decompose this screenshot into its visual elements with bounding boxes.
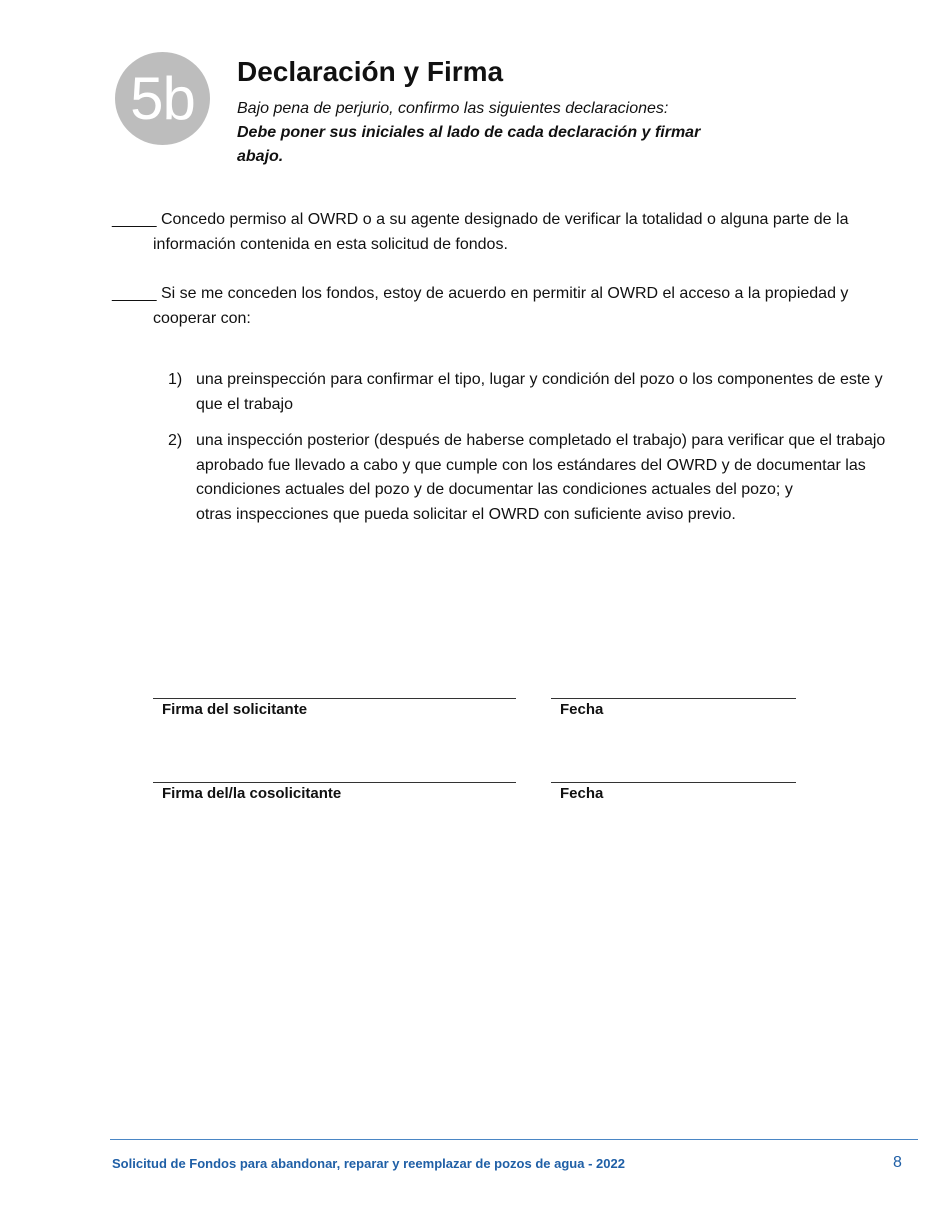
initials-blank[interactable]: _____ (112, 285, 157, 302)
list-item (168, 429, 890, 527)
coapplicant-date-label: Fecha (560, 785, 604, 802)
page-subtitle: Bajo pena de perjurio, confirmo las siguientes declaraciones: (237, 100, 669, 117)
initials-blank[interactable]: _____ (112, 211, 157, 228)
list-number: 1) (168, 371, 183, 388)
applicant-date-line[interactable] (551, 698, 796, 699)
footer-divider (110, 1139, 918, 1140)
statement-access (112, 282, 890, 331)
page-title: Declaración y Firma (237, 56, 504, 87)
statement-continuation: cooperar con: (153, 309, 251, 327)
coapplicant-date-line[interactable] (551, 782, 796, 783)
list-item (168, 368, 890, 417)
page-number: 8 (893, 1154, 902, 1171)
applicant-signature-label: Firma del solicitante (162, 701, 308, 718)
list-number: 2) (168, 432, 183, 449)
instruction-text: Debe poner sus iniciales al lado de cada declaración y firmar abajo. (237, 124, 701, 165)
list-item-extra: otras inspecciones que pueda solicitar el OWRD con suficiente aviso previo. (196, 505, 736, 523)
inspection-list (168, 368, 890, 539)
coapplicant-signature-label: Firma del/la cosolicitante (162, 785, 342, 802)
statement-first-line: Si se me conceden los fondos, estoy de acuerdo en permitir al OWRD el acceso a la propiedad y (156, 285, 849, 302)
statement-continuation: información contenida en esta solicitud de fondos. (153, 235, 508, 253)
list-item-text: una inspección posterior (después de haberse completado el trabajo) para verificar que el trabajo aprobado fue llevado a cabo y que cumple con los estándares del OWRD y de documentar las condiciones actuales del pozo y de documentar las condiciones actuales del pozo; y (196, 432, 886, 498)
coapplicant-signature-line[interactable] (153, 782, 516, 783)
footer-title: Solicitud de Fondos para abandonar, reparar y reemplazar de pozos de agua - 2022 (112, 1156, 625, 1171)
statement-permission (112, 208, 890, 257)
applicant-signature-line[interactable] (153, 698, 516, 699)
section-badge: 5b (115, 52, 210, 145)
list-item-text: una preinspección para confirmar el tipo, lugar y condición del pozo o los componentes de este y que el trabajo (196, 371, 883, 413)
applicant-date-label: Fecha (560, 701, 604, 718)
statement-first-line: Concedo permiso al OWRD o a su agente designado de verificar la totalidad o alguna parte de la (156, 211, 849, 228)
